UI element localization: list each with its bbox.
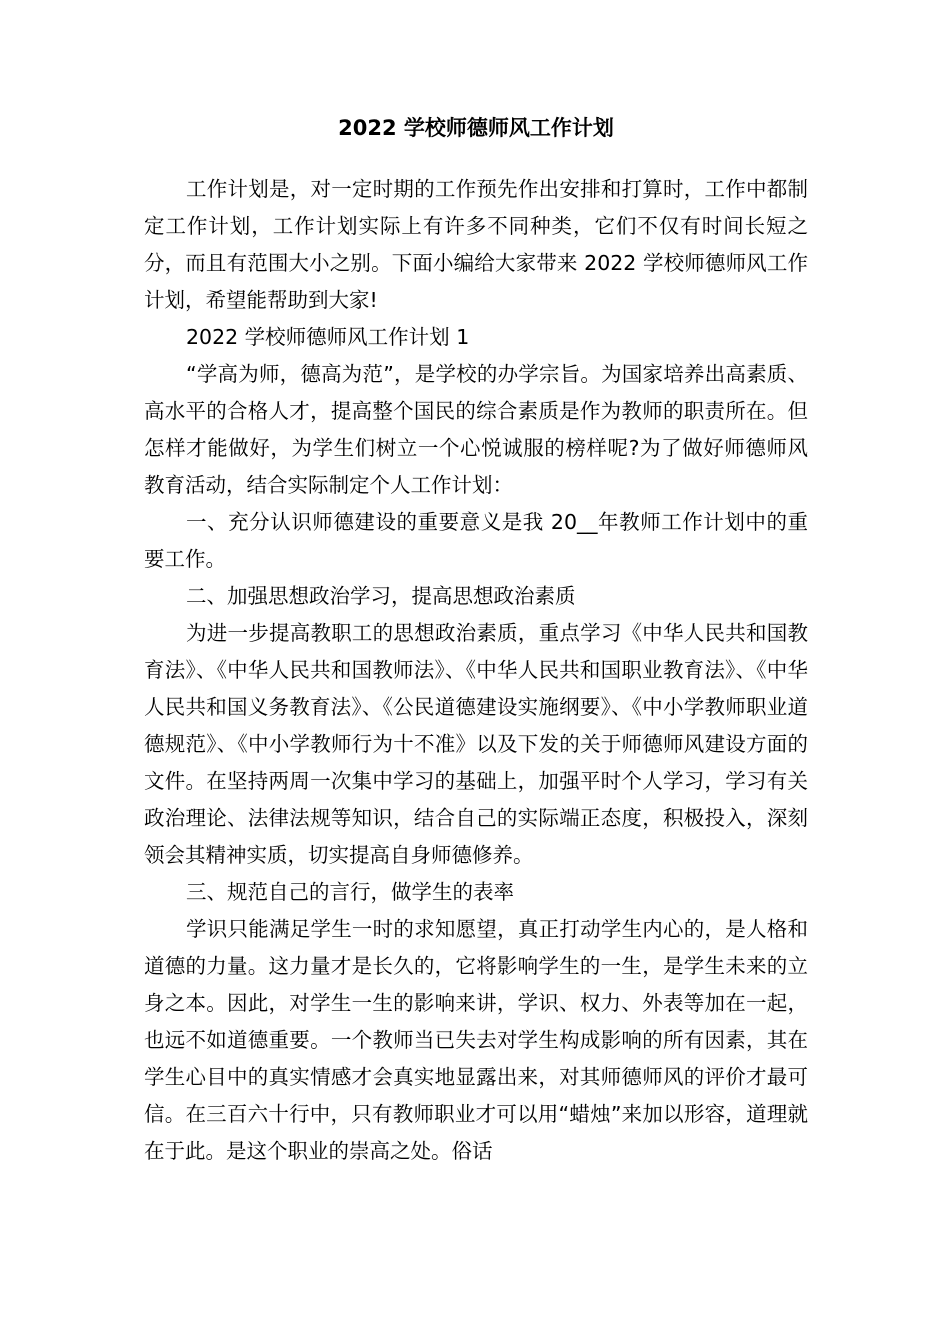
paragraph-section-2-body: 为进一步提高教职工的思想政治素质，重点学习《中华人民共和国教育法》、《中华人民共和国教师法》、《中华人民共和国职业教育法》、《中华人民共和国义务教育法》、《公民道德建设实施纲要》、《中小学教师职业道德规范》、《中小学教师行为十不准》以及下发的关于师德师风建设方面的文件。在坚持两周一次集中学习的基础上，加强平时个人学习，学习有关政治理论、法律法规等知识，结合自己的实际端正态度，积极投入，深刻领会其精神实质，切实提高自身师德修养。	[144, 621, 808, 867]
paragraph-section-2-heading: 二、加强思想政治学习，提高思想政治素质	[186, 584, 576, 608]
document-title: 2022 学校师德师风工作计划	[338, 116, 614, 140]
paragraph-section-3-body: 学识只能满足学生一时的求知愿望，真正打动学生内心的，是人格和道德的力量。这力量才是长久的，它将影响学生的一生，是学生未来的立身之本。因此，对学生一生的影响来讲，学识、权力、外表等加在一起，也远不如道德重要。一个教师当已失去对学生构成影响的所有因素，其在学生心目中的真实情感才会真实地显露出来，对其师德师风的评价才最可信。在三百六十行中，只有教师职业才可以用“蜡烛”来加以形容，道理就在于此。是这个职业的崇高之处。俗话	[144, 917, 808, 1163]
paragraph-plan-heading: 2022 学校师德师风工作计划 1	[186, 325, 470, 349]
paragraph-section-1: 一、充分认识师德建设的重要意义是我 20__年教师工作计划中的重要工作。	[144, 510, 808, 571]
paragraph-section-3-heading: 三、规范自己的言行，做学生的表率	[186, 880, 514, 904]
document-page	[144, 108, 808, 1170]
paragraph-intro: 工作计划是，对一定时期的工作预先作出安排和打算时，工作中都制定工作计划，工作计划实际上有许多不同种类，它们不仅有时间长短之分，而且有范围大小之别。下面小编给大家带来 2022 学校师德师风工作计划，希望能帮助到大家!	[144, 177, 808, 312]
paragraph-motto: “学高为师，德高为范”，是学校的办学宗旨。为国家培养出高素质、高水平的合格人才，提高整个国民的综合素质是作为教师的职责所在。但怎样才能做好，为学生们树立一个心悦诚服的榜样呢?为了做好师德师风教育活动，结合实际制定个人工作计划：	[144, 362, 808, 497]
